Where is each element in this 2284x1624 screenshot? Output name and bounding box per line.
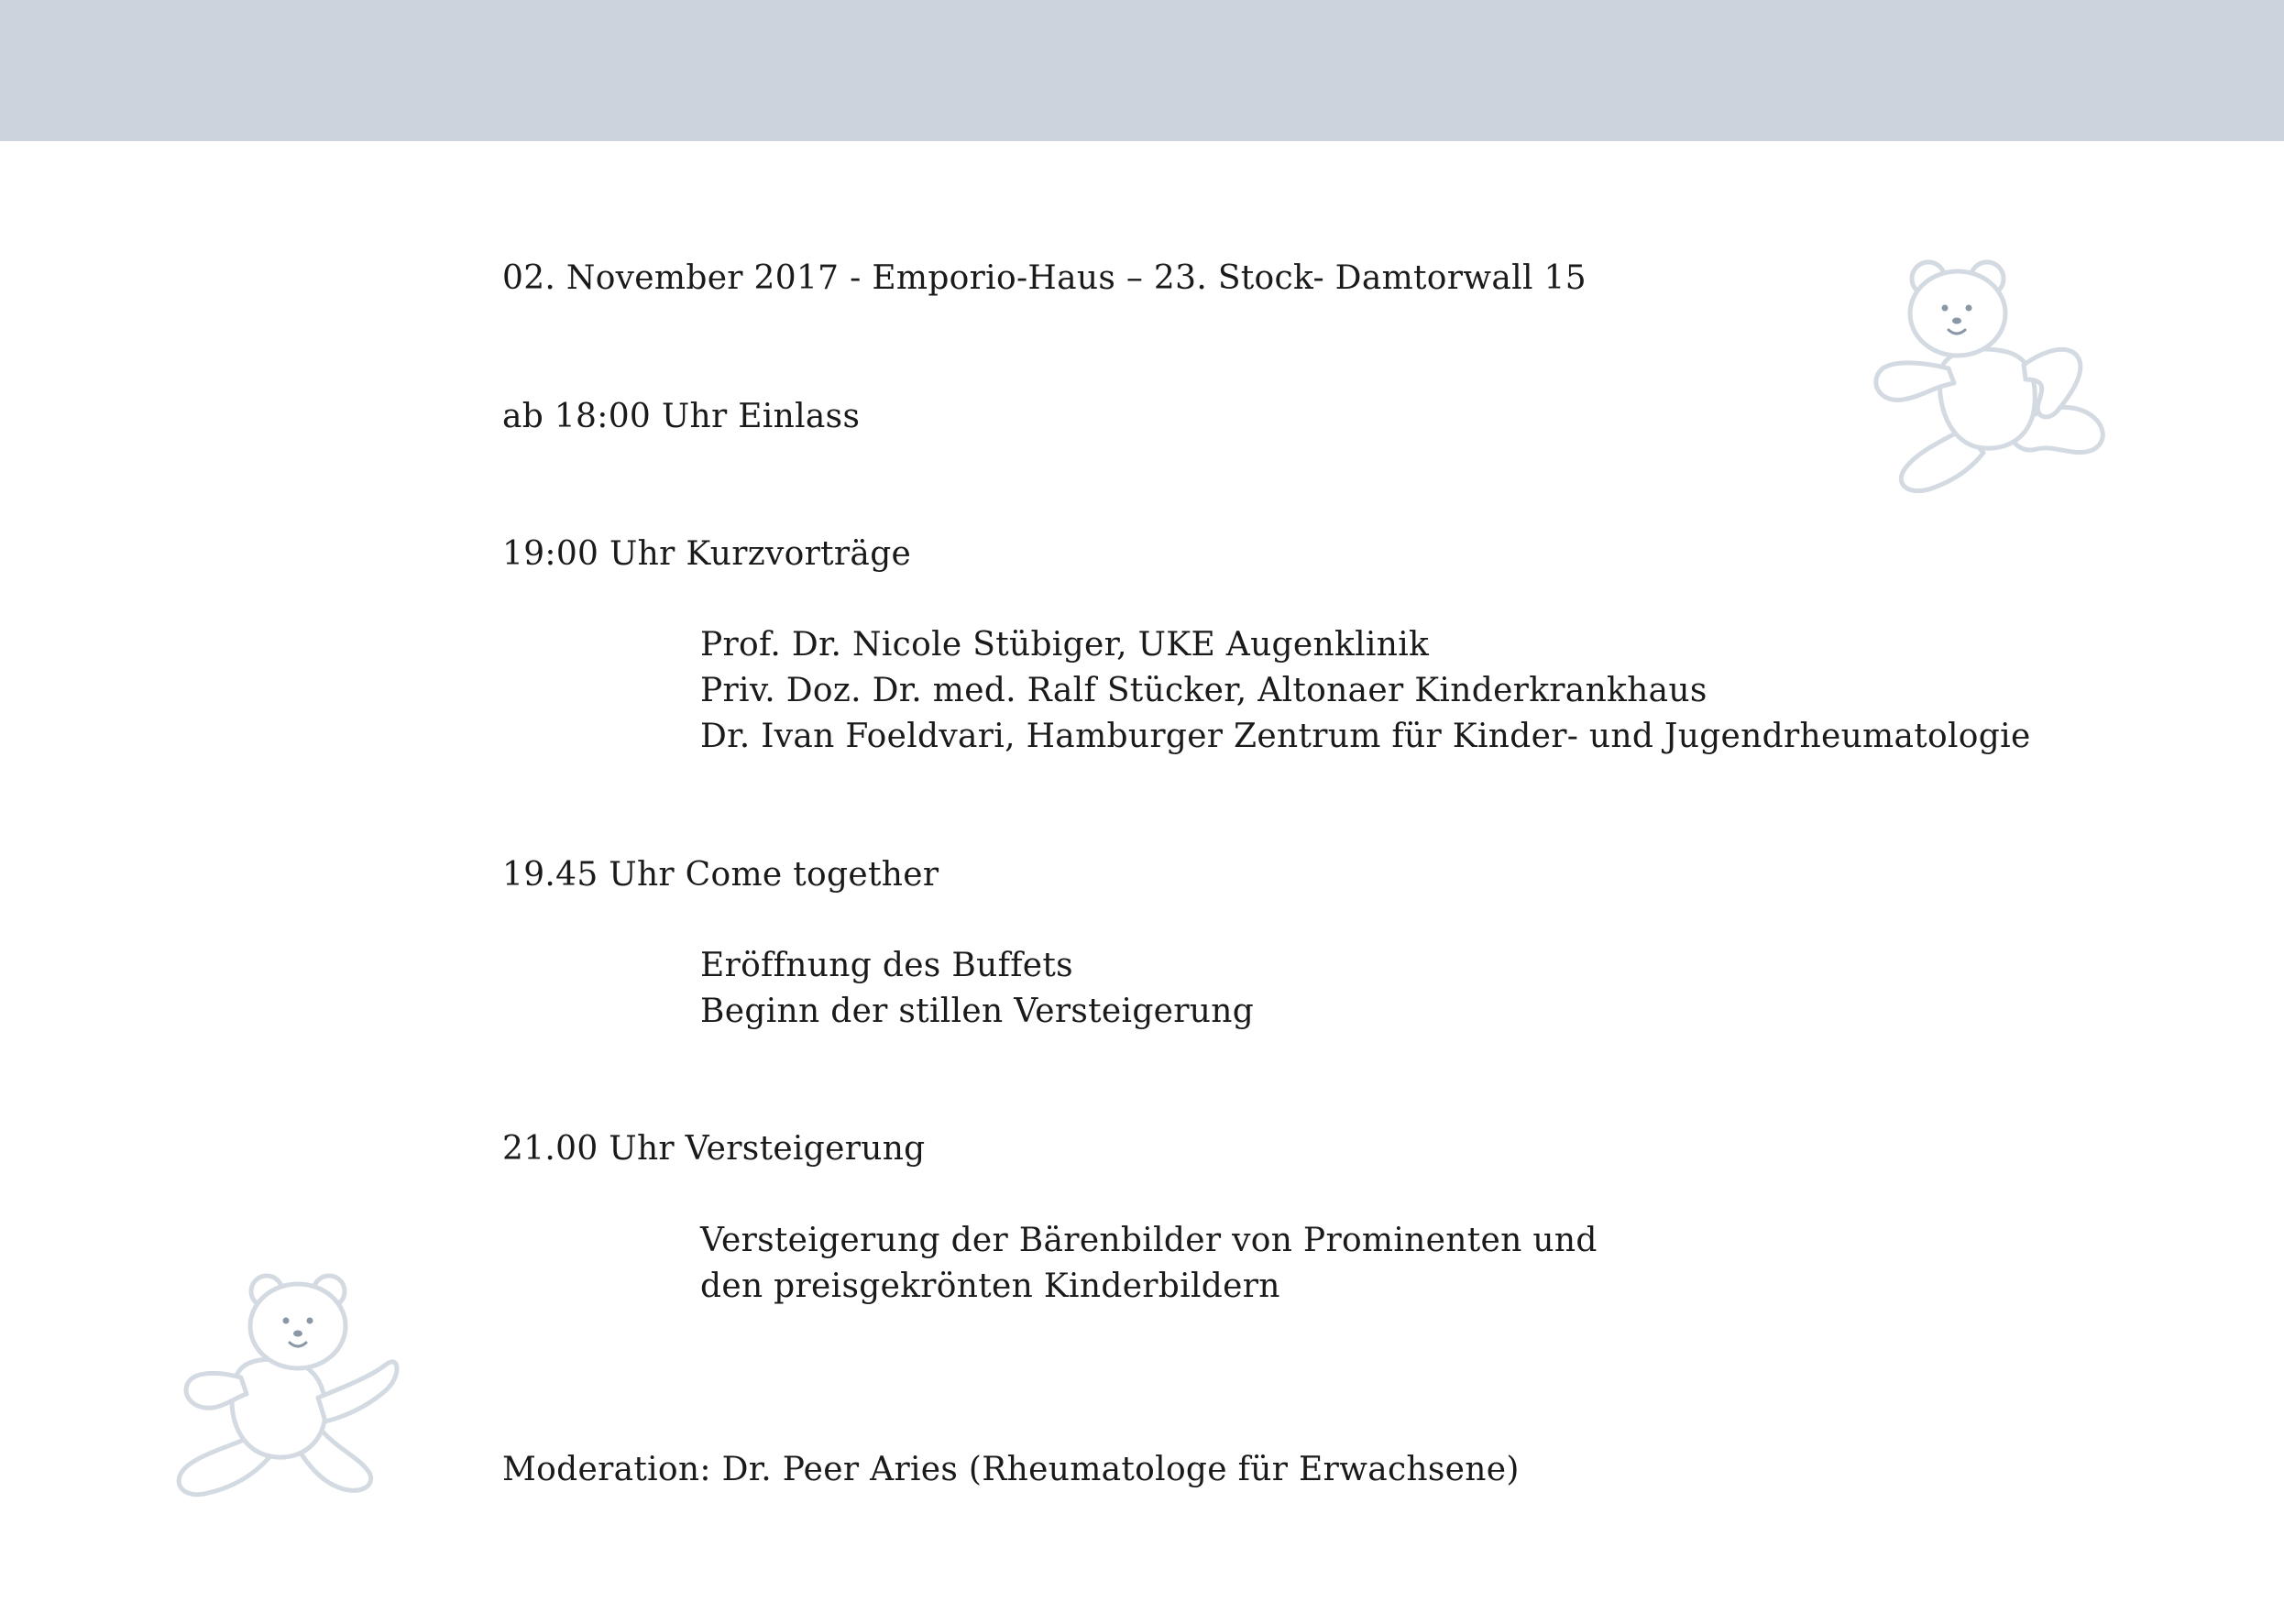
entrance-time: ab 18:00 Uhr Einlass — [502, 398, 861, 435]
moderation-note: Moderation: Dr. Peer Aries (Rheumatologe für Erwachsene) — [502, 1451, 1520, 1488]
come-together-heading: 19.45 Uhr Come together — [502, 856, 939, 894]
speaker-line: Dr. Ivan Foeldvari, Hamburger Zentrum für Kinder- und Jugendrheumatologie — [700, 718, 2031, 755]
talks-heading: 19:00 Uhr Kurzvorträge — [502, 535, 912, 573]
teddy-bear-icon — [1870, 257, 2113, 495]
event-date-location: 02. November 2017 - Emporio-Haus – 23. Stock- Damtorwall 15 — [502, 259, 1587, 297]
auction-detail: den preisgekrönten Kinderbildern — [700, 1267, 1280, 1305]
header-band — [0, 0, 2284, 141]
come-together-item: Eröffnung des Buffets — [700, 947, 1073, 984]
auction-detail: Versteigerung der Bärenbilder von Prominenten und — [700, 1222, 1598, 1259]
auction-heading: 21.00 Uhr Versteigerung — [502, 1130, 926, 1168]
speaker-line: Prof. Dr. Nicole Stübiger, UKE Augenklinik — [700, 626, 1430, 664]
come-together-item: Beginn der stillen Versteigerung — [700, 993, 1255, 1030]
teddy-bear-icon — [160, 1269, 408, 1508]
speaker-line: Priv. Doz. Dr. med. Ralf Stücker, Altonaer Kinderkrankhaus — [700, 672, 1708, 709]
